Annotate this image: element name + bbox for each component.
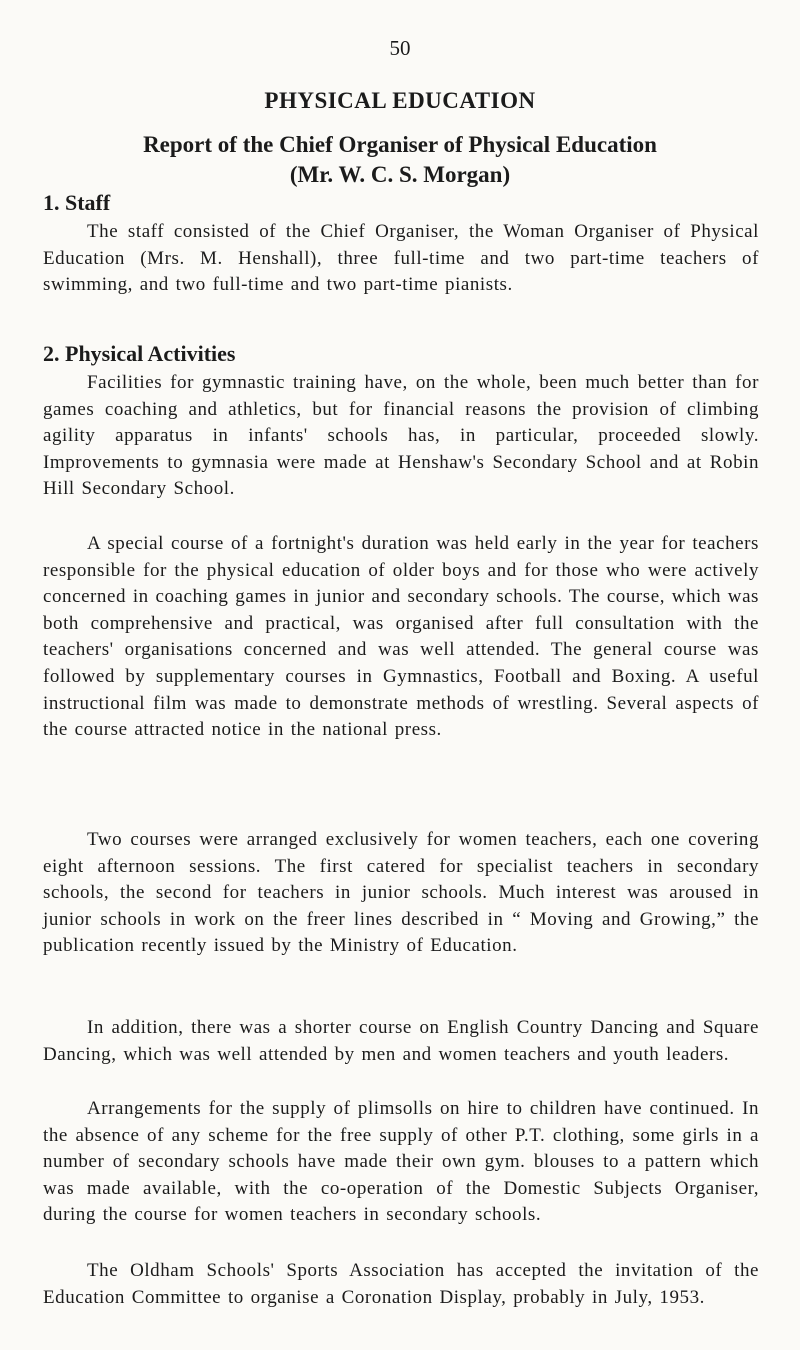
page-number: 50 — [389, 36, 411, 60]
paragraph-facilities: Facilities for gymnastic training have, on the whole, been much better than for games coaching and athletics, but for financial reasons the provision of climbing agility apparatus in infants' schools has, in particular, proceeded slowly. Improvements to gymnasia were made at Henshaw's Secondary School and at Robin Hill Secondary School. — [43, 372, 759, 500]
report-author: (Mr. W. C. S. Morgan) — [289, 162, 511, 187]
paragraph-staff: The staff consisted of the Chief Organiser, the Woman Organiser of Physical Education (Mrs. M. Henshall), three full-time and two part-time teachers of swimming, and two full-time and two part-time pianists. — [43, 221, 759, 296]
paragraph-coronation-display: The Oldham Schools' Sports Association has accepted the invitation of the Education Committee to organise a Coronation Display, probably in July, 1953. — [43, 1260, 759, 1308]
report-subtitle: Report of the Chief Organiser of Physical Education — [143, 132, 657, 157]
section-heading-staff: 1. Staff — [43, 190, 111, 215]
paragraph-plimsolls: Arrangements for the supply of plimsolls on hire to children have continued. In the absence of any scheme for the free supply of other P.T. clothing, some girls in a number of secondary schools have made their own gym. blouses to a pattern which was made available, with the co-operation of the Domestic Subjects Organiser, during the course for women teachers in secondary schools. — [43, 1098, 759, 1226]
page-title: PHYSICAL EDUCATION — [264, 88, 536, 113]
section-heading-physical-activities: 2. Physical Activities — [43, 341, 236, 366]
paragraph-country-dancing: In addition, there was a shorter course on English Country Dancing and Square Dancing, which was well attended by men and women teachers and youth leaders. — [43, 1017, 759, 1065]
paragraph-special-course: A special course of a fortnight's duration was held early in the year for teachers responsible for the physical education of older boys and for those who were actively concerned in coaching games in junior and secondary schools. The course, which was both comprehensive and practical, was organised after full consultation with the teachers' organisations concerned and was well attended. The general course was followed by supplementary courses in Gymnastics, Football and Boxing. A useful instructional film was made to demonstrate methods of wrestling. Several aspects of the course attracted notice in the national press. — [43, 533, 759, 741]
paragraph-women-courses: Two courses were arranged exclusively for women teachers, each one covering eight afternoon sessions. The first catered for specialist teachers in secondary schools, the second for teachers in junior schools. Much interest was aroused in junior schools in work on the freer lines described in “ Moving and Growing,” the publication recently issued by the Ministry of Education. — [43, 829, 759, 957]
